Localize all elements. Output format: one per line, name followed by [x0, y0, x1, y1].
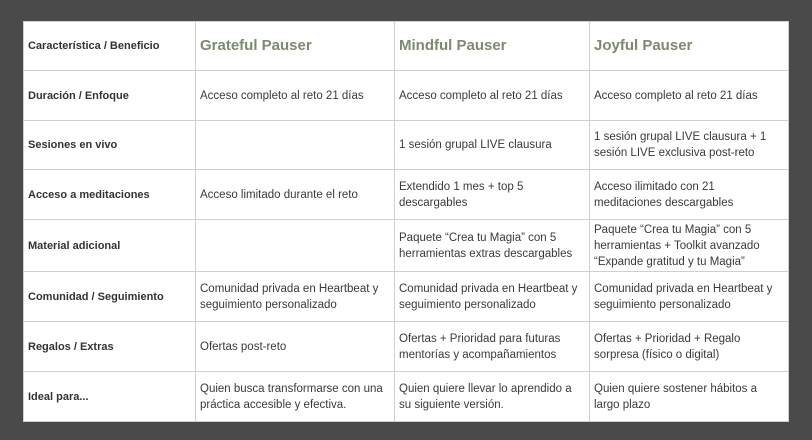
- table-row: [24, 71, 789, 121]
- table-row: [24, 372, 789, 422]
- table-cell: Acceso completo al reto 21 días: [590, 71, 789, 121]
- table-cell: Acceso limitado durante el reto: [196, 170, 395, 220]
- table-cell: Ofertas + Prioridad para futuras mentorías y acompañamientos: [395, 322, 590, 372]
- table-cell: Comunidad privada en Heartbeat y seguimiento personalizado: [395, 272, 590, 322]
- table-cell: Paquete “Crea tu Magia” con 5 herramientas + Toolkit avanzado “Expande gratitud y tu Magia”: [590, 220, 789, 272]
- table-cell: Acceso completo al reto 21 días: [196, 71, 395, 121]
- table-cell: 1 sesión grupal LIVE clausura + 1 sesión LIVE exclusiva post-reto: [590, 121, 789, 170]
- table-cell: Quien quiere sostener hábitos a largo plazo: [590, 372, 789, 422]
- header-row: [24, 22, 789, 71]
- table-cell: Acceso ilimitado con 21 meditaciones descargables: [590, 170, 789, 220]
- row-label: Duración / Enfoque: [24, 71, 196, 121]
- row-label: Material adicional: [24, 220, 196, 272]
- plan-header-joyful: Joyful Pauser: [590, 22, 789, 71]
- table-cell: Comunidad privada en Heartbeat y seguimiento personalizado: [196, 272, 395, 322]
- table-cell: Comunidad privada en Heartbeat y seguimiento personalizado: [590, 272, 789, 322]
- plan-header-mindful: Mindful Pauser: [395, 22, 590, 71]
- table-cell: Quien quiere llevar lo aprendido a su siguiente versión.: [395, 372, 590, 422]
- row-label: Acceso a meditaciones: [24, 170, 196, 220]
- header-corner: Característica / Beneficio: [24, 22, 196, 71]
- plan-header-grateful: Grateful Pauser: [196, 22, 395, 71]
- table-row: [24, 170, 789, 220]
- comparison-table-frame: [23, 21, 788, 421]
- table-cell: Acceso completo al reto 21 días: [395, 71, 590, 121]
- row-label: Comunidad / Seguimiento: [24, 272, 196, 322]
- table-cell: Quien busca transformarse con una práctica accesible y efectiva.: [196, 372, 395, 422]
- table-row: [24, 272, 789, 322]
- table-cell: Extendido 1 mes + top 5 descargables: [395, 170, 590, 220]
- table-cell: [196, 121, 395, 170]
- table-cell: Ofertas post-reto: [196, 322, 395, 372]
- table-row: [24, 121, 789, 170]
- table-cell: Ofertas + Prioridad + Regalo sorpresa (físico o digital): [590, 322, 789, 372]
- table-cell: Paquete “Crea tu Magia” con 5 herramientas extras descargables: [395, 220, 590, 272]
- table-row: [24, 322, 789, 372]
- row-label: Ideal para...: [24, 372, 196, 422]
- comparison-table: [23, 21, 789, 422]
- table-row: [24, 220, 789, 272]
- table-cell: [196, 220, 395, 272]
- row-label: Sesiones en vivo: [24, 121, 196, 170]
- table-cell: 1 sesión grupal LIVE clausura: [395, 121, 590, 170]
- row-label: Regalos / Extras: [24, 322, 196, 372]
